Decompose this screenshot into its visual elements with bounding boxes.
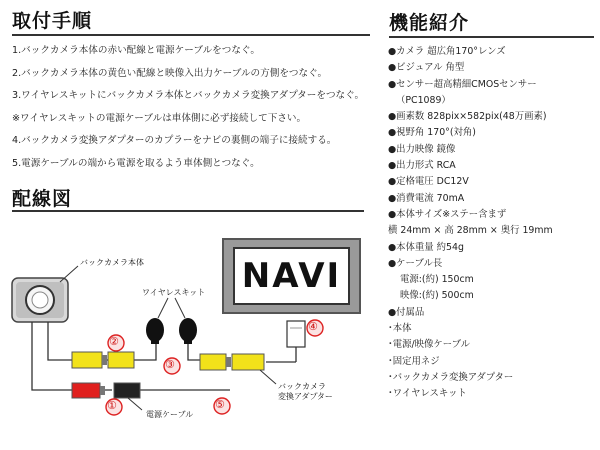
spec-item: ･ワイヤレスキット [388, 388, 467, 400]
leader-line [128, 398, 142, 410]
spec-item: ･本体 [388, 323, 412, 335]
install-step: 4.バックカメラ変換アダプターのカプラーをナビの裏側の端子に接続する。 [12, 135, 337, 146]
connector-pin [226, 357, 231, 367]
adapter-label: 変換アダプター [278, 392, 333, 401]
spec-item: ●カメラ 超広角170°レンズ [388, 46, 506, 57]
spec-item: ●出力映像 鏡像 [388, 143, 456, 155]
step-number-2: ② [109, 335, 119, 348]
spec-item: 映像:(約) 500cm [400, 290, 474, 302]
yellow-connector [108, 352, 134, 368]
connector-pin [100, 386, 105, 395]
navi-monitor-icon [222, 238, 361, 314]
install-step: 2.バックカメラ本体の黄色い配線と映像入出力ケーブルの方側をつなぐ。 [12, 67, 328, 79]
spec-item: 横 24mm × 高 28mm × 奥行 19mm [388, 225, 553, 237]
yellow-connector [200, 354, 226, 370]
red-power-connector [72, 383, 100, 398]
leader-line [158, 298, 168, 318]
back-camera-icon [12, 278, 68, 322]
power-cable-label: 電源ケーブル [146, 410, 194, 419]
install-step: 5.電源ケーブルの端から電源を取るよう車体側とつなぐ。 [12, 157, 260, 169]
leader-line [175, 298, 185, 318]
navi-coupler-icon [287, 321, 305, 347]
spec-item: ●付属品 [388, 306, 425, 318]
yellow-connector [72, 352, 102, 368]
spec-item: ●視野角 170°(対角) [388, 127, 476, 139]
step-number-5: ⑤ [215, 398, 225, 411]
adapter-label: バックカメラ [278, 382, 326, 391]
install-step: 3.ワイヤレスキットにバックカメラ本体とバックカメラ変換アダプターをつなぐ。 [12, 90, 365, 101]
section-title-wiring: 配線図 [12, 188, 73, 210]
section-title-features: 機能紹介 [389, 12, 470, 34]
step-number-4: ④ [308, 320, 318, 333]
spec-item: ●ケーブル長 [388, 257, 443, 269]
step-number-3: ③ [165, 358, 175, 371]
black-power-connector [114, 383, 140, 398]
spec-item: ･電源/映像ケーブル [388, 339, 471, 351]
yellow-connector [232, 354, 264, 370]
spec-item: ●本体重量 約54g [388, 241, 464, 253]
install-step: 1.バックカメラ本体の赤い配線と電源ケーブルをつなぐ。 [12, 45, 260, 56]
spec-item: ●画素数 828pix×582pix(48万画素) [388, 111, 547, 123]
camera-label: バックカメラ本体 [80, 258, 144, 267]
spec-item: ●消費電流 70mA [388, 192, 465, 204]
spec-item: （PC1089） [396, 94, 451, 106]
connector-pin [102, 355, 107, 365]
section-title-install: 取付手順 [12, 10, 93, 32]
leader-line [60, 266, 78, 282]
navi-screen-label: NAVI [233, 247, 350, 305]
spec-item: ●本体サイズ※ステー含まず [388, 208, 507, 220]
wireless-kit-label: ワイヤレスキット [142, 288, 206, 297]
step-number-1: ① [107, 399, 117, 412]
spec-item: ●センサー超高精細CMOSセンサー [388, 78, 537, 90]
spec-item: ･バックカメラ変換アダプター [388, 371, 514, 383]
install-note: ※ワイヤレスキットの電源ケーブルは車体側に必ず接続して下さい。 [12, 112, 307, 124]
wireless-kit-icon [146, 318, 197, 344]
spec-item: 電源:(約) 150cm [400, 274, 474, 286]
spec-item: ●出力形式 RCA [388, 160, 456, 172]
spec-item: ●定格電圧 DC12V [388, 176, 469, 188]
spec-item: ･固定用ネジ [388, 355, 440, 367]
spec-item: ●ビジュアル 角型 [388, 62, 465, 74]
leader-line [260, 370, 276, 384]
